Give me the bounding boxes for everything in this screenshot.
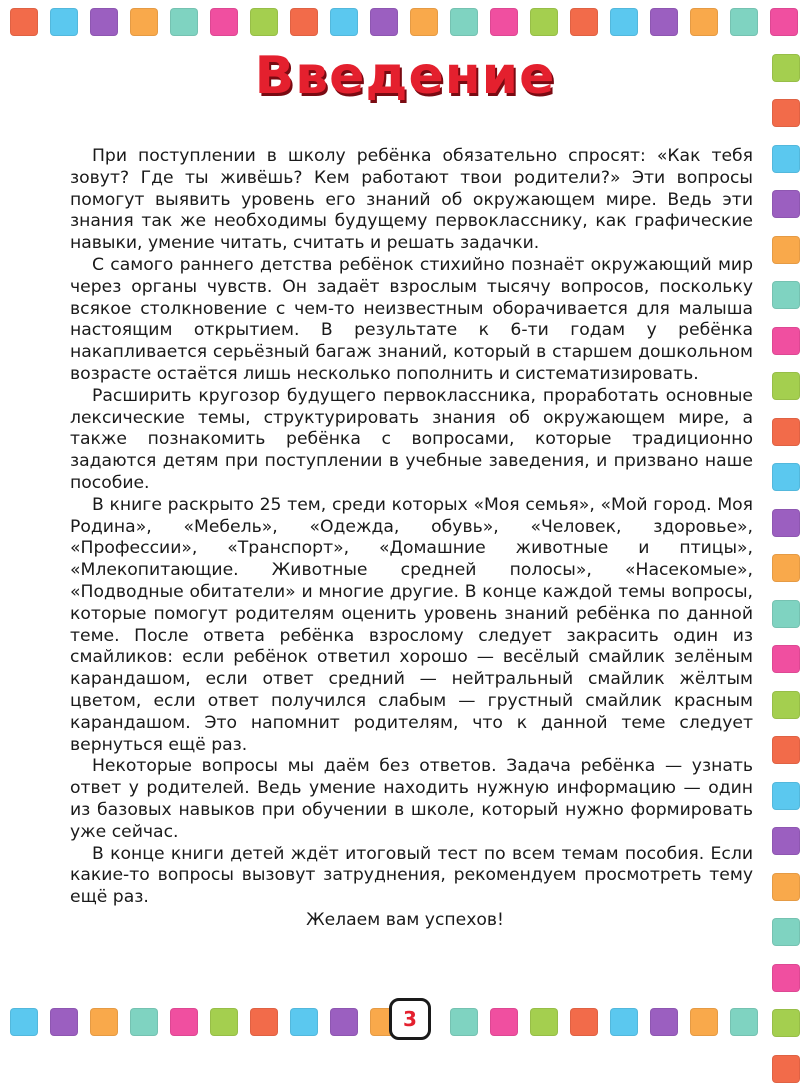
border-square bbox=[10, 1008, 38, 1036]
body-text bbox=[70, 146, 753, 909]
border-square bbox=[772, 1009, 800, 1037]
border-square bbox=[210, 1008, 238, 1036]
border-square bbox=[250, 1008, 278, 1036]
border-square bbox=[772, 145, 800, 173]
border-square bbox=[610, 1008, 638, 1036]
border-square bbox=[530, 8, 558, 36]
border-square bbox=[772, 782, 800, 810]
border-square bbox=[650, 1008, 678, 1036]
border-square bbox=[330, 8, 358, 36]
paragraph: С самого раннего детства ребёнок стихийно познаёт окружающий мир через органы чувств. Он задаёт взрослым тысячу вопросов, поскольку всякое столкновение с чем-то неизвестным оборачивается для малыша настоящим открытием. В результате к 6-ти годам у ребёнка накапливается серьёзный багаж знаний, который в старшем дошкольном возрасте остаётся лишь несколько пополнить и систематизировать. bbox=[70, 254, 753, 384]
closing-wish: Желаем вам успехов! bbox=[306, 910, 504, 930]
border-square bbox=[772, 190, 800, 218]
border-square bbox=[772, 964, 800, 992]
border-square bbox=[772, 463, 800, 491]
border-square bbox=[570, 1008, 598, 1036]
border-square bbox=[290, 8, 318, 36]
border-square bbox=[530, 1008, 558, 1036]
border-square bbox=[50, 1008, 78, 1036]
border-square bbox=[290, 1008, 318, 1036]
border-square bbox=[450, 1008, 478, 1036]
border-square bbox=[772, 600, 800, 628]
border-square bbox=[250, 8, 278, 36]
border-square bbox=[772, 873, 800, 901]
border-square bbox=[772, 645, 800, 673]
border-square bbox=[690, 1008, 718, 1036]
border-square bbox=[772, 418, 800, 446]
border-square bbox=[772, 1055, 800, 1083]
border-square bbox=[690, 8, 718, 36]
border-square bbox=[610, 8, 638, 36]
border-square bbox=[370, 8, 398, 36]
border-square bbox=[490, 8, 518, 36]
border-square bbox=[772, 691, 800, 719]
border-square bbox=[50, 8, 78, 36]
border-square bbox=[170, 1008, 198, 1036]
border-square bbox=[772, 372, 800, 400]
border-square bbox=[90, 1008, 118, 1036]
border-square bbox=[772, 236, 800, 264]
border-square bbox=[410, 8, 438, 36]
border-square bbox=[650, 8, 678, 36]
border-square bbox=[490, 1008, 518, 1036]
border-square bbox=[210, 8, 238, 36]
page-number: 3 bbox=[389, 998, 431, 1040]
border-square bbox=[570, 8, 598, 36]
border-square bbox=[330, 1008, 358, 1036]
border-square bbox=[770, 8, 798, 36]
border-square bbox=[730, 1008, 758, 1036]
border-square bbox=[730, 8, 758, 36]
paragraph: В конце книги детей ждёт итоговый тест по всем темам пособия. Если какие-то вопросы вызовут затруднения, рекомендуем просмотреть тему ещё раз. bbox=[70, 843, 753, 908]
border-square bbox=[10, 8, 38, 36]
page-title: Введение bbox=[254, 46, 556, 106]
border-square bbox=[772, 281, 800, 309]
paragraph: В книге раскрыто 25 тем, среди которых «Моя семья», «Мой город. Моя Родина», «Мебель», «Одежда, обувь», «Человек, здоровье», «Профессии», «Транспорт», «Домашние животные и птицы», «Млекопитающие. Животные средней полосы», «Насекомые», «Подводные обитатели» и многие другие. В конце каждой темы вопросы, которые помогут родителям оценить уровень знаний ребёнка по данной теме. После ответа ребёнка взрослому следует закрасить один из смайликов: если ребёнок ответил хорошо — весёлый смайлик зелёным карандашом, если ответ средний — нейтральный смайлик жёлтым цветом, если ответ получился слабым — грустный смайлик красным карандашом. Это напомнит родителям, что к данной теме следует вернуться ещё раз. bbox=[70, 494, 753, 755]
paragraph: Некоторые вопросы мы даём без ответов. Задача ребёнка — узнать ответ у родителей. Ведь умение находить нужную информацию — один из базовых навыков при обучении в школе, который нужно формировать уже сейчас. bbox=[70, 756, 753, 842]
border-square bbox=[170, 8, 198, 36]
border-square bbox=[772, 827, 800, 855]
border-square bbox=[772, 554, 800, 582]
border-square bbox=[772, 509, 800, 537]
border-square bbox=[772, 327, 800, 355]
border-square bbox=[130, 8, 158, 36]
paragraph: При поступлении в школу ребёнка обязательно спросят: «Как тебя зовут? Где ты живёшь? Кем работают твои родители?» Эти вопросы помогут выявить уровень его знаний об окружающем мире. Ведь эти знания так же необходимы будущему первокласснику, как графические навыки, умение читать, считать и решать задачки. bbox=[70, 146, 753, 254]
border-square bbox=[130, 1008, 158, 1036]
border-square bbox=[772, 736, 800, 764]
border-square bbox=[90, 8, 118, 36]
paragraph: Расширить кругозор будущего первоклассника, проработать основные лексические темы, структурировать знания об окружающем мире, а также познакомить ребёнка с вопросами, которые традиционно задаются детям при поступлении в учебные заведения, и призвано наше пособие. bbox=[70, 385, 753, 493]
border-square bbox=[450, 8, 478, 36]
